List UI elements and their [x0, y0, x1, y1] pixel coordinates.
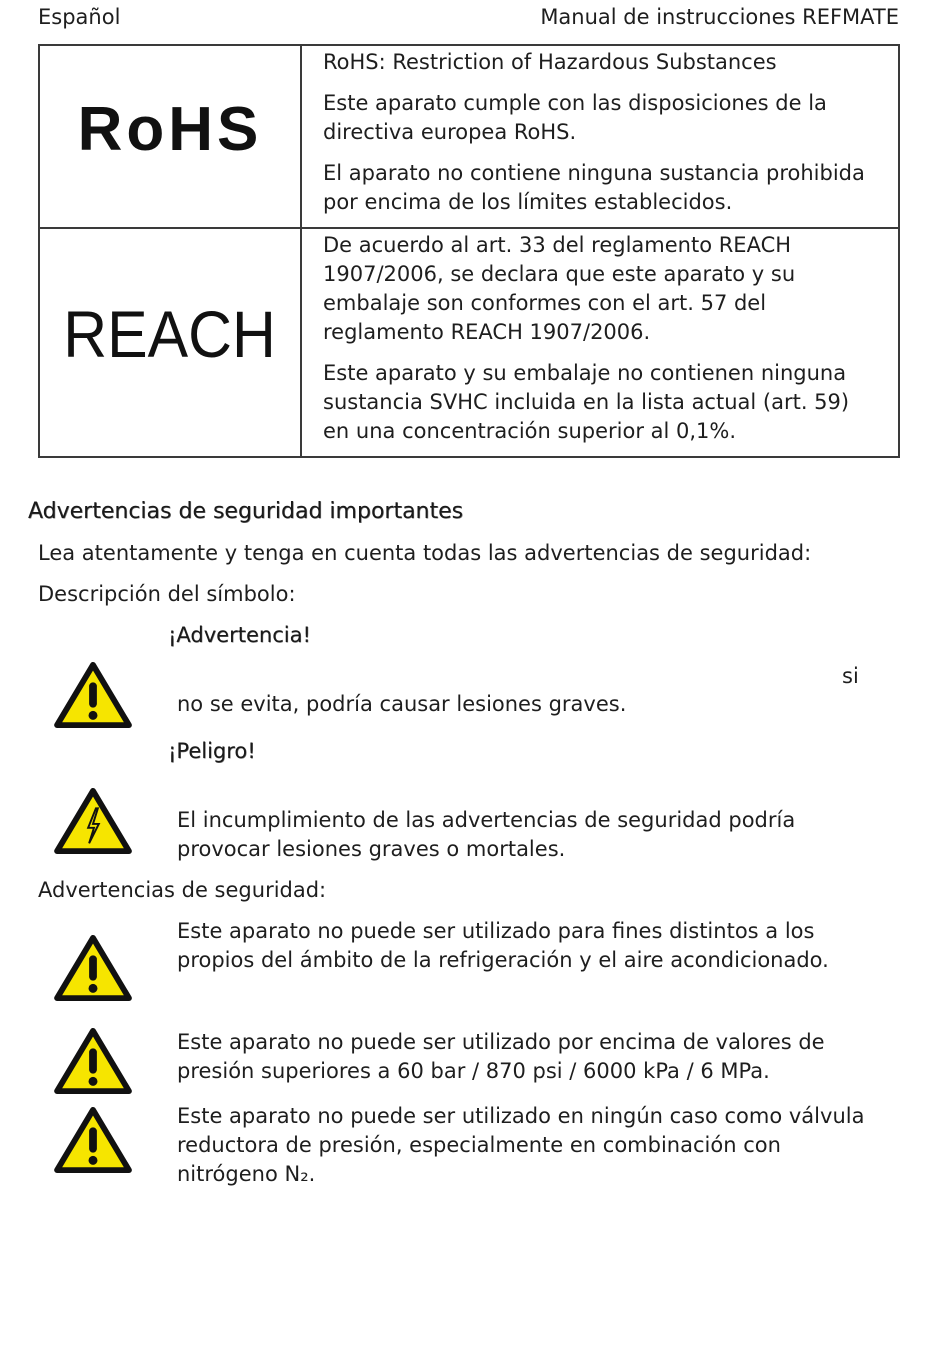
warning-text-line1: si: [842, 664, 859, 688]
safety-item: Este aparato no puede ser utilizado en ningún caso como válvula reductora de presión, especialmente en combinación con nitrógeno N₂.: [177, 1104, 865, 1186]
reach-paragraph: Este aparato y su embalaje no contienen ninguna sustancia SVHC incluida en la lista actual (art. 59) en una concentración superior al 0,1%.: [323, 361, 850, 443]
safety-section-title: Advertencias de seguridad importantes: [28, 499, 464, 524]
rohs-text-cell: [301, 45, 899, 228]
rohs-paragraph: RoHS: Restriction of Hazardous Substances: [323, 50, 777, 74]
warning-exclamation-icon: [54, 934, 132, 1002]
warning-exclamation-icon: [54, 1106, 132, 1174]
warning-exclamation-icon: [54, 661, 132, 729]
reach-text-cell: [301, 228, 899, 457]
rohs-logo-cell: [39, 45, 301, 228]
warning-text-line2: no se evita, podría causar lesiones graves.: [177, 692, 627, 716]
reach-logo-cell: [39, 228, 301, 457]
rohs-paragraph: Este aparato cumple con las disposiciones de la directiva europea RoHS.: [323, 91, 827, 144]
reach-logo: REACH: [63, 297, 277, 371]
high-voltage-icon: [54, 787, 132, 855]
symbol-description-label: Descripción del símbolo:: [38, 582, 296, 606]
compliance-table: [38, 44, 900, 458]
warnings-label: Advertencias de seguridad:: [38, 878, 327, 902]
danger-heading: ¡Peligro!: [168, 739, 256, 763]
safety-item: Este aparato no puede ser utilizado para fines distintos a los propios del ámbito de la refrigeración y el aire acondicionado.: [177, 919, 829, 972]
rohs-logo: RoHS: [77, 95, 263, 164]
reach-paragraph: De acuerdo al art. 33 del reglamento REACH 1907/2006, se declara que este aparato y su embalaje son conformes con el art. 57 del reglamento REACH 1907/2006.: [323, 233, 796, 344]
header-manual-title: Manual de instrucciones REFMATE: [540, 5, 899, 29]
safety-item: Este aparato no puede ser utilizado por encima de valores de presión superiores a 60 bar / 870 psi / 6000 kPa / 6 MPa.: [177, 1030, 825, 1083]
warning-exclamation-icon: [54, 1027, 132, 1095]
header-language: Español: [38, 5, 121, 29]
safety-intro: Lea atentamente y tenga en cuenta todas las advertencias de seguridad:: [38, 541, 812, 565]
danger-text: El incumplimiento de las advertencias de seguridad podría provocar lesiones graves o mortales.: [177, 808, 796, 861]
rohs-paragraph: El aparato no contiene ninguna sustancia prohibida por encima de los límites establecidos.: [323, 161, 865, 214]
warning-heading: ¡Advertencia!: [168, 623, 311, 647]
rohs-row: [39, 45, 899, 228]
reach-row: [39, 228, 899, 457]
